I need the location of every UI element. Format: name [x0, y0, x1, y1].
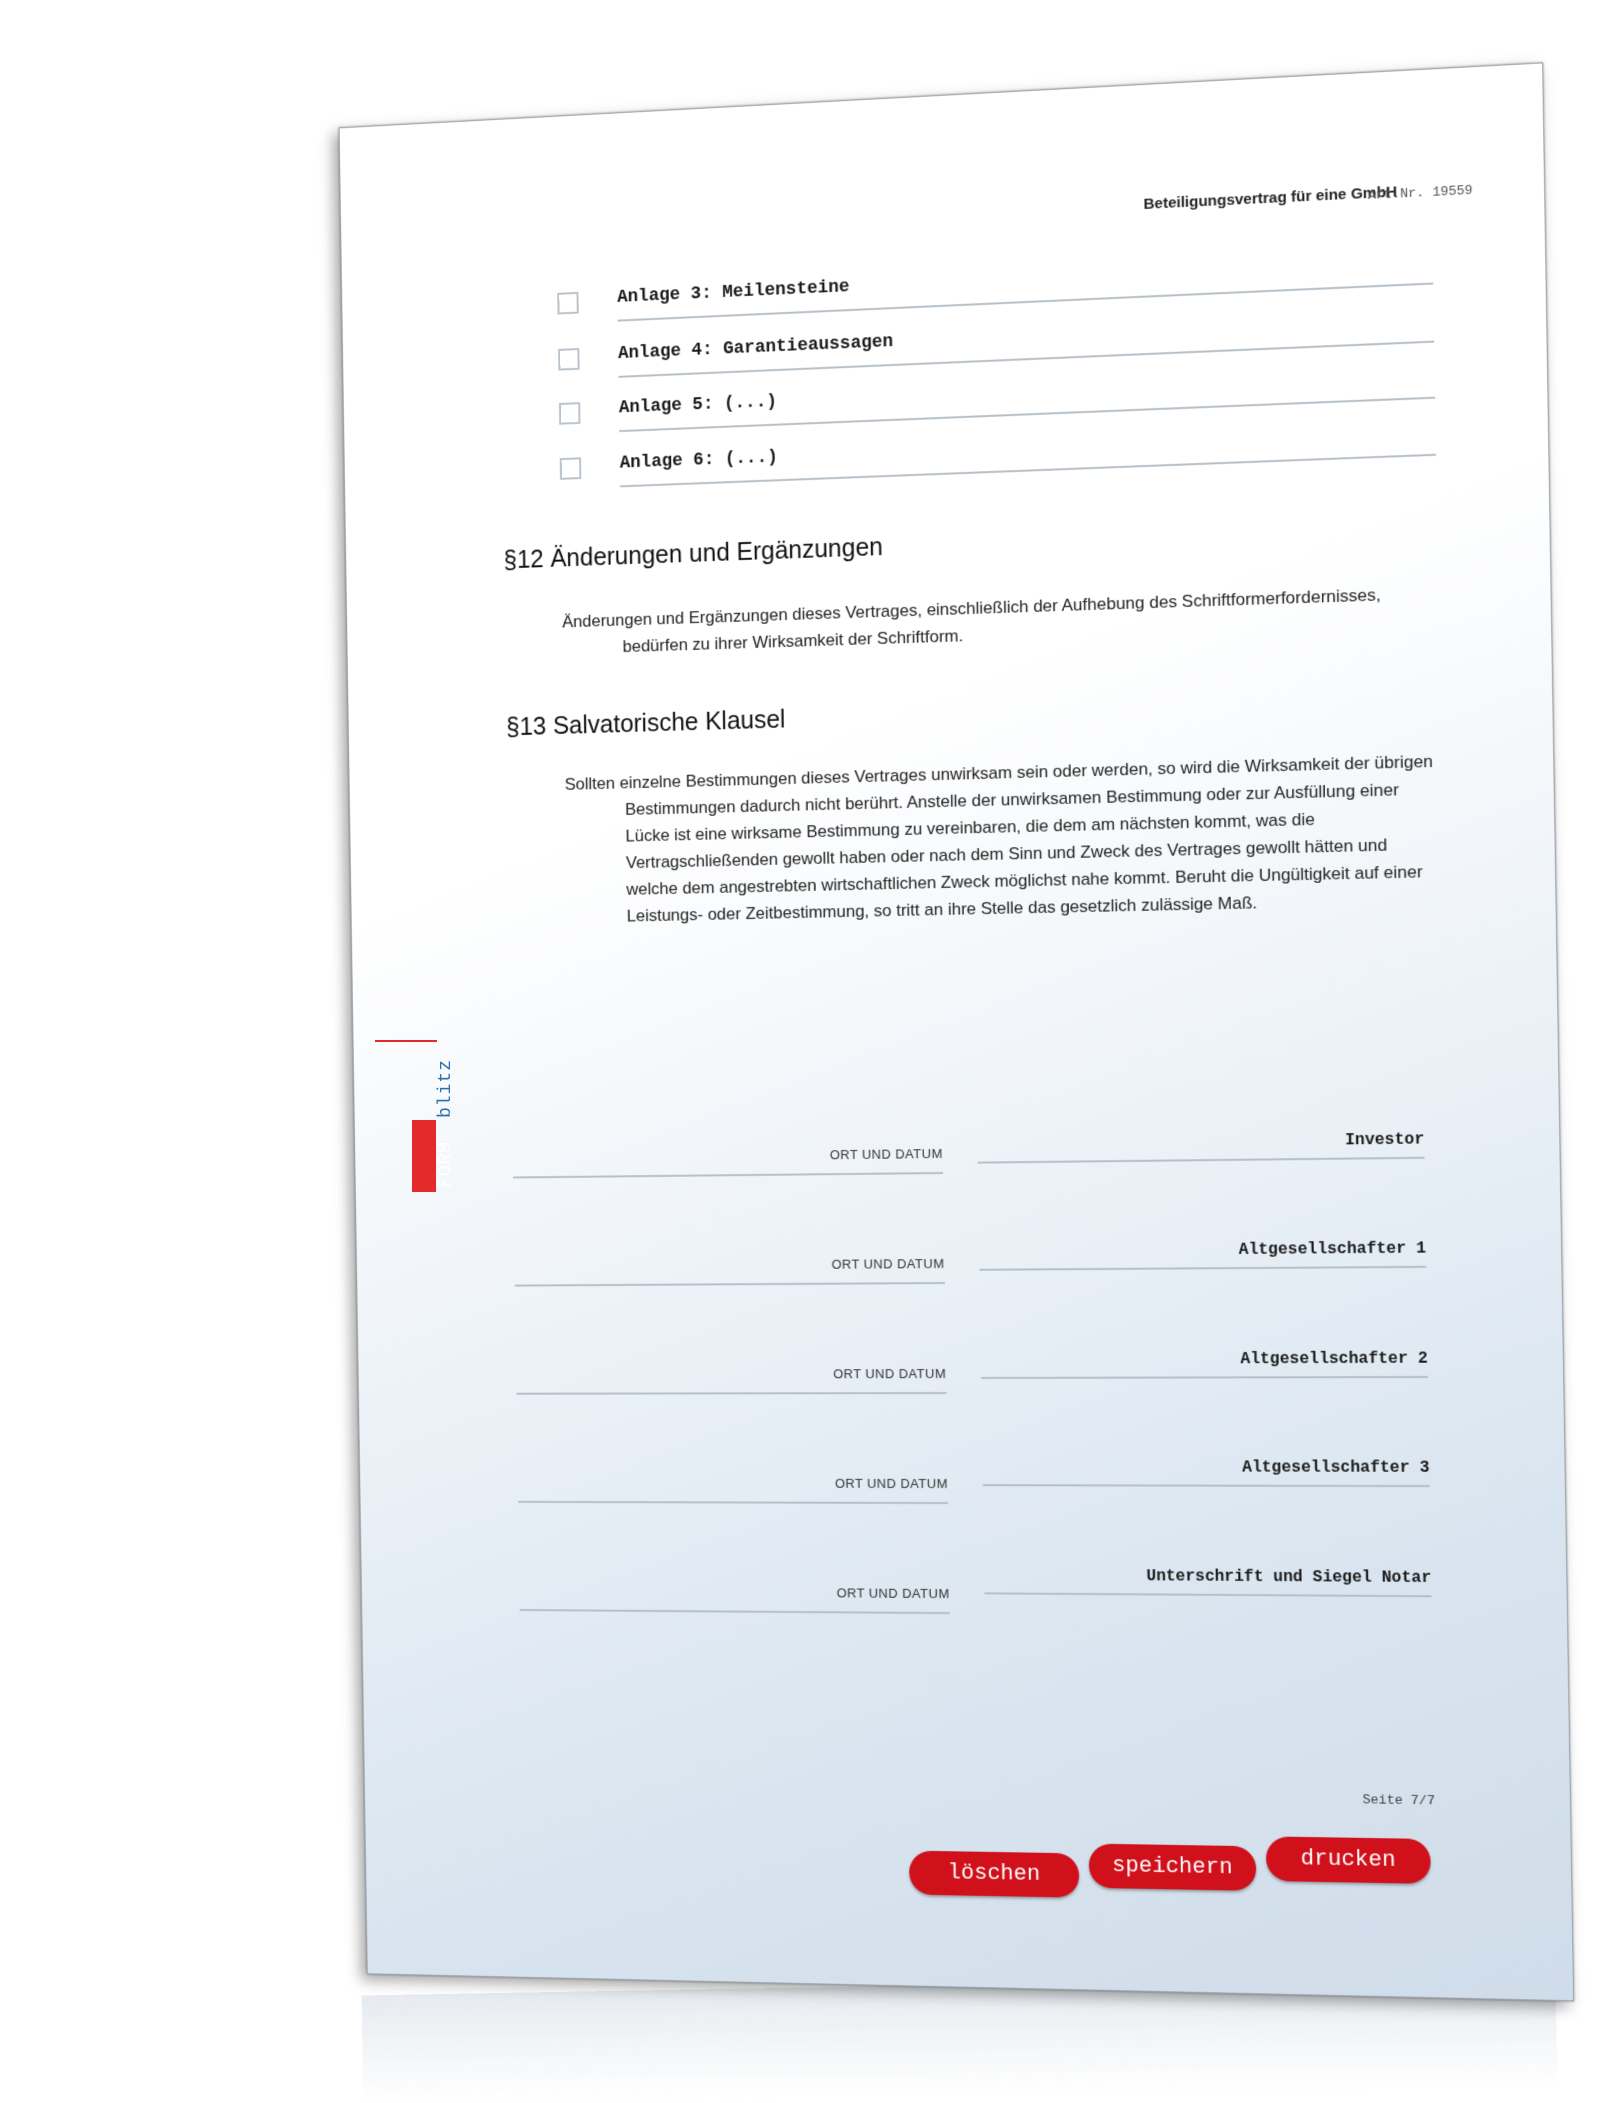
- section-text: [562, 579, 1442, 662]
- print-button[interactable]: drucken: [1266, 1836, 1431, 1884]
- place-date-field[interactable]: [518, 1475, 949, 1516]
- place-date-label: ORT UND DATUM: [831, 1256, 945, 1272]
- attachment-label: Anlage 4: Garantieaussagen: [617, 332, 894, 365]
- attachment-label: Anlage 3: Meilensteine: [617, 277, 850, 308]
- delete-button[interactable]: löschen: [909, 1851, 1079, 1898]
- signature-line: [978, 1157, 1425, 1164]
- section-paragraph: Änderungen und Ergänzungen dieses Vertrages, einschließlich der Aufhebung des Schriftformerfordernisses, bedürfen zu ihrer Wirksamkeit der Schriftform.: [562, 585, 1381, 657]
- place-date-field[interactable]: [513, 1146, 944, 1190]
- section-text: [565, 747, 1447, 930]
- signer-label: Altgesellschafter 1: [1238, 1239, 1427, 1259]
- logo-accent-line: [375, 1040, 437, 1042]
- signer-field[interactable]: [979, 1239, 1426, 1282]
- signer-label: Altgesellschafter 3: [1242, 1458, 1430, 1477]
- signature-line: [984, 1592, 1431, 1597]
- article-number: Art.Nr. 19559: [1367, 182, 1473, 204]
- save-button[interactable]: speichern: [1089, 1844, 1257, 1891]
- page-number: Seite 7/7: [1362, 1792, 1436, 1809]
- signature-line: [518, 1501, 948, 1504]
- signature-line: [520, 1609, 950, 1614]
- document-page: [339, 62, 1575, 2001]
- place-date-field[interactable]: [516, 1366, 947, 1406]
- signature-line: [516, 1392, 946, 1395]
- attachment-label: Anlage 5: (...): [618, 391, 778, 419]
- logo-part-blitz: blitz: [436, 1058, 456, 1118]
- attachment-label: Anlage 6: (...): [619, 447, 778, 474]
- signer-label: Altgesellschafter 2: [1240, 1349, 1428, 1369]
- signer-label: Unterschrift und Siegel Notar: [1146, 1567, 1432, 1588]
- signer-label: Investor: [1344, 1130, 1425, 1150]
- logo-text: [436, 1059, 456, 1190]
- place-date-field[interactable]: [519, 1583, 950, 1626]
- logo-red-box: [412, 1120, 436, 1192]
- attachment-checkbox[interactable]: [559, 402, 581, 425]
- attachment-checkbox[interactable]: [560, 457, 582, 479]
- section-heading: §12 Änderungen und Ergänzungen: [503, 533, 884, 575]
- attachment-checkbox[interactable]: [557, 292, 579, 315]
- logo-part-form: FORM: [436, 1140, 456, 1188]
- place-date-field[interactable]: [514, 1256, 945, 1298]
- signature-line: [981, 1376, 1428, 1379]
- signature-line: [983, 1484, 1430, 1487]
- signer-field[interactable]: [977, 1130, 1424, 1175]
- section-heading: §13 Salvatorische Klausel: [505, 705, 786, 742]
- signer-field[interactable]: [981, 1349, 1429, 1391]
- signer-field[interactable]: [982, 1458, 1430, 1499]
- section-paragraph: Sollten einzelne Bestimmungen dieses Vertrages unwirksam sein oder werden, so wird die Wirksamkeit der übrigen Bestimmungen dadurch nicht berührt. Anstelle der unwirksamen Bestimmung oder zur Ausfüllung einer Lücke ist eine wirksame Bestimmung zu vereinbaren, die dem am nächsten kommt, was die Vertragschließenden gewollt haben oder nach dem Sinn und Zweck des Vertrages gewollt hätten und welche dem angestrebten wirtschaftlichen Zweck möglichst nahe kommt. Beruht die Ungültigkeit auf einer Leistungs- oder Zeitbestimmung, so tritt an ihre Stelle das gesetzlich zulässige Maß.: [564, 751, 1434, 926]
- signature-line: [513, 1172, 943, 1178]
- formblitz-logo: [410, 1040, 456, 1195]
- place-date-label: ORT UND DATUM: [833, 1366, 947, 1382]
- place-date-label: ORT UND DATUM: [836, 1585, 950, 1602]
- place-date-label: ORT UND DATUM: [834, 1475, 949, 1492]
- signer-field[interactable]: [984, 1566, 1432, 1609]
- place-date-label: ORT UND DATUM: [829, 1145, 943, 1163]
- attachment-checkbox[interactable]: [558, 348, 580, 371]
- signature-line: [979, 1266, 1426, 1271]
- document-title: Beteiligungsvertrag für eine GmbH: [1143, 183, 1398, 213]
- signature-line: [515, 1282, 945, 1287]
